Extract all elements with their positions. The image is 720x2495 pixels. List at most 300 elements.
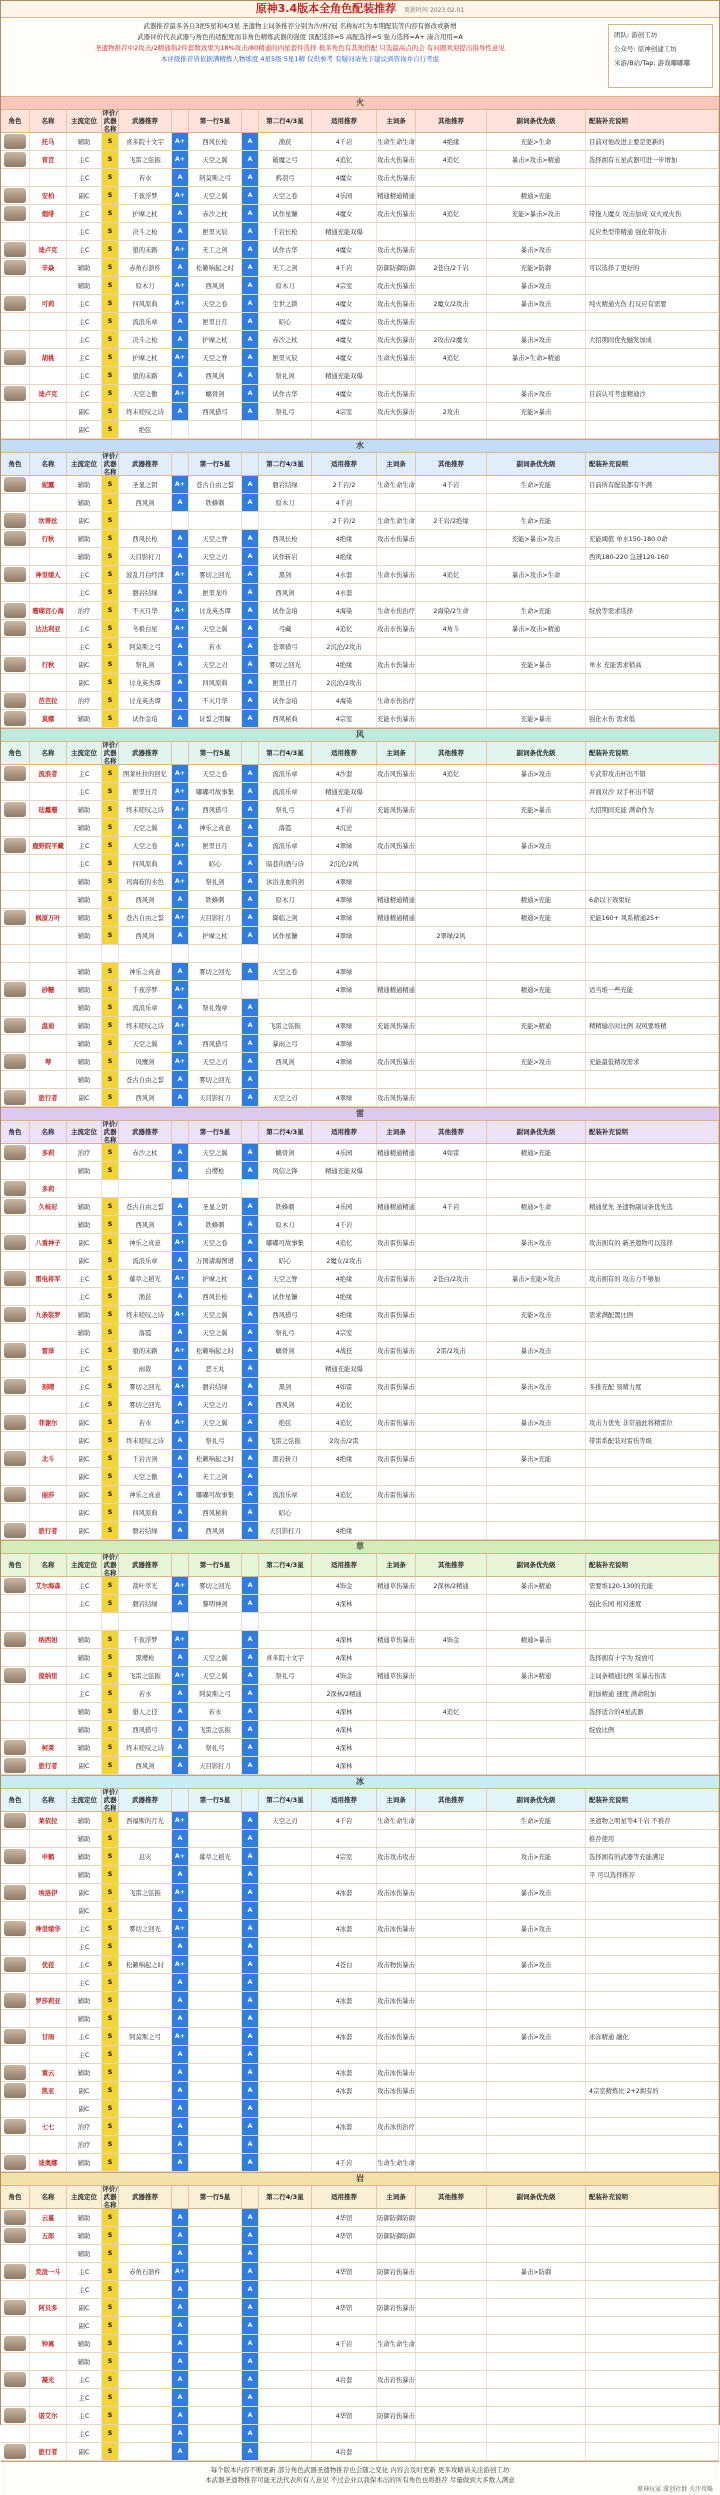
weapon-grade: S — [102, 819, 119, 836]
artifact-set: 精通充能双爆 — [312, 1162, 377, 1179]
weapon-name: 匣里日月 — [189, 313, 242, 330]
avatar — [4, 1199, 26, 1214]
weapon-grade: A — [172, 819, 189, 836]
weapon-grade: A — [172, 1071, 189, 1088]
weapon-name — [189, 2425, 242, 2442]
avatar-cell — [1, 620, 30, 637]
character-name: 五郎 — [30, 2227, 67, 2244]
weapon-name: 若水 — [189, 1703, 242, 1720]
weapon-grade: S — [102, 1631, 119, 1648]
character-name — [30, 1504, 67, 1521]
other-set — [416, 656, 487, 673]
weapon-name: 黑岩斩刀 — [259, 1450, 312, 1467]
artifact-set: 4绝缘 — [312, 1450, 377, 1467]
weapon-grade: S — [102, 2389, 119, 2406]
avatar-cell — [1, 548, 30, 565]
sub-stat-priority — [487, 1071, 586, 1088]
column-header — [1, 109, 719, 133]
main-stats: 充能风伤暴击 — [377, 1017, 416, 1034]
weapon-grade: A — [172, 2100, 189, 2117]
element-header: 风 — [1, 729, 719, 741]
weapon-grade: A — [242, 638, 259, 655]
other-set — [416, 2353, 487, 2370]
avatar-cell — [1, 2082, 30, 2099]
avatar — [4, 910, 26, 925]
artifact-set: 4追忆 — [312, 1396, 377, 1413]
avatar-cell — [1, 421, 30, 438]
weapon-name — [259, 2299, 312, 2316]
avatar-cell — [1, 981, 30, 998]
note: 适当堆一些充能 — [586, 981, 719, 998]
artifact-set: 4千岩 — [312, 133, 377, 150]
artifact-set: 4岩套 — [312, 2371, 377, 2388]
table-row — [1, 295, 719, 313]
column-label: 适用推荐 — [312, 1121, 377, 1143]
section-water — [1, 440, 719, 729]
section-grass — [1, 1541, 719, 1776]
character-name — [30, 548, 67, 565]
weapon-grade: A+ — [172, 1378, 189, 1395]
avatar — [4, 2408, 26, 2423]
artifact-set — [312, 2010, 377, 2027]
weapon-grade: A — [242, 494, 259, 511]
weapon-grade: A — [242, 1198, 259, 1215]
weapon-name: 终末嗟叹之诗 — [119, 1739, 172, 1756]
note: 绽放比例 — [586, 1721, 719, 1738]
weapon-name: 昭心 — [259, 313, 312, 330]
main-stats: 精通精通精通 — [377, 1198, 416, 1215]
avatar-cell — [1, 1252, 30, 1269]
artifact-set: 4宗室 — [312, 710, 377, 727]
main-stats — [377, 584, 416, 601]
weapon-grade: A+ — [172, 765, 189, 782]
other-set — [416, 1360, 487, 1377]
weapon-grade: A — [242, 385, 259, 402]
avatar-cell — [1, 2443, 30, 2460]
weapon-grade: A — [242, 2118, 259, 2135]
avatar — [4, 2083, 26, 2098]
weapon-name: 西风长枪 — [189, 133, 242, 150]
main-stats — [377, 2245, 416, 2262]
weapon-name: 磐岩结绿 — [259, 476, 312, 493]
sub-stat-priority: 充能>防御 — [487, 259, 586, 276]
avatar-cell — [1, 801, 30, 818]
avatar-cell — [1, 2425, 30, 2442]
other-set — [416, 1884, 487, 1901]
role: 辅助 — [67, 1866, 102, 1883]
artifact-set: 4千岩 — [312, 801, 377, 818]
column-label: 角色 — [1, 110, 30, 132]
weapon-grade: S — [102, 1486, 119, 1503]
avatar — [4, 2119, 26, 2134]
avatar — [4, 1921, 26, 1936]
column-label: 配装补充说明 — [586, 110, 719, 132]
weapon-grade: A — [242, 2010, 259, 2027]
weapon-name: 试作星镰 — [259, 927, 312, 944]
weapon-name: 松籁响起之时 — [119, 1956, 172, 1973]
weapon-name: 神乐之真意 — [189, 819, 242, 836]
other-set: 2魔女/2攻击 — [416, 295, 487, 312]
weapon-grade: S — [102, 1703, 119, 1720]
note: 选择拥有的武器等充能满足 — [586, 1848, 719, 1865]
role: 副C — [67, 1884, 102, 1901]
weapon-name: 天目影打刀 — [189, 909, 242, 926]
weapon-grade: S — [102, 584, 119, 601]
weapon-grade: S — [102, 692, 119, 709]
weapon-grade: A — [242, 241, 259, 258]
avatar — [4, 1740, 26, 1755]
artifact-set — [312, 1902, 377, 1919]
other-set — [416, 1378, 487, 1395]
weapon-grade: S — [102, 241, 119, 258]
role: 辅助 — [67, 819, 102, 836]
sub-stat-priority: 暴击>攻击 — [487, 295, 586, 312]
weapon-name: 赤沙之杖 — [189, 205, 242, 222]
weapon-name: 天空之卷 — [189, 295, 242, 312]
weapon-name: 绝弦 — [119, 421, 172, 438]
column-header — [1, 2185, 719, 2209]
avatar-cell — [1, 2136, 30, 2153]
weapon-grade: A — [242, 1396, 259, 1413]
table-row — [1, 1812, 719, 1830]
avatar-cell — [1, 891, 30, 908]
weapon-name: 天空之翼 — [189, 1649, 242, 1666]
weapon-grade: A — [172, 999, 189, 1016]
avatar-cell — [1, 692, 30, 709]
weapon-grade: A — [242, 566, 259, 583]
weapon-name: 雾切之回光 — [189, 963, 242, 980]
role — [67, 945, 102, 962]
other-set — [416, 1017, 487, 1034]
weapon-name: 若水 — [119, 1414, 172, 1431]
weapon-name — [119, 1902, 172, 1919]
character-name: 珊瑚宫心海 — [30, 602, 67, 619]
weapon-name: 证誓之明瞳 — [189, 710, 242, 727]
weapon-name: 渔获 — [259, 133, 312, 150]
character-name — [30, 2100, 67, 2117]
weapon-grade: S — [102, 963, 119, 980]
avatar-cell — [1, 2389, 30, 2406]
weapon-name: 若水 — [119, 1685, 172, 1702]
avatar-cell — [1, 1613, 30, 1630]
other-set — [416, 2100, 487, 2117]
column-label: 评价/武器名称 — [102, 1120, 118, 1144]
column-label: 主流定位 — [67, 742, 102, 764]
avatar-cell — [1, 2371, 30, 2388]
artifact-set: 4沉沦 — [312, 819, 377, 836]
other-set — [416, 2389, 487, 2406]
sub-stat-priority — [487, 1360, 586, 1377]
other-set — [416, 1396, 487, 1413]
column-label — [172, 1554, 189, 1576]
weapon-name: 松籁响起之时 — [189, 259, 242, 276]
avatar-cell — [1, 295, 30, 312]
note — [586, 638, 719, 655]
weapon-grade: S — [102, 1522, 119, 1539]
weapon-grade: S — [102, 2136, 119, 2153]
note — [586, 1144, 719, 1161]
role: 辅助 — [67, 1812, 102, 1829]
weapon-grade: S — [102, 2028, 119, 2045]
main-stats — [377, 1902, 416, 1919]
column-label: 武器推荐 — [119, 1789, 172, 1811]
weapon-grade — [172, 421, 189, 438]
weapon-grade: A — [172, 548, 189, 565]
weapon-name — [259, 1721, 312, 1738]
weapon-name: 流浪乐章 — [259, 783, 312, 800]
character-name — [30, 674, 67, 691]
weapon-grade: A — [242, 602, 259, 619]
table-row — [1, 1595, 719, 1613]
other-set — [416, 909, 487, 926]
artifact-set: 4追忆 — [312, 1414, 377, 1431]
sub-stat-priority — [487, 2371, 586, 2388]
weapon-name — [119, 2209, 172, 2226]
weapon-name — [119, 2082, 172, 2099]
avatar — [4, 567, 26, 582]
weapon-name — [259, 2389, 312, 2406]
character-name: 行秋 — [30, 656, 67, 673]
update-date: 更新时间 2023.02.01 — [404, 7, 465, 14]
other-set — [416, 1071, 487, 1088]
weapon-name: 匣里日月 — [189, 837, 242, 854]
weapon-grade: A — [172, 1938, 189, 1955]
weapon-grade: A+ — [172, 133, 189, 150]
table-row — [1, 1848, 719, 1866]
character-name: 托马 — [30, 133, 67, 150]
note: 需求满配置比例 — [586, 1306, 719, 1323]
weapon-name: 西风剑 — [259, 1053, 312, 1070]
note — [586, 837, 719, 854]
weapon-name: 匣里灭辰 — [189, 223, 242, 240]
note — [586, 2154, 719, 2171]
role: 辅助 — [67, 2227, 102, 2244]
artifact-set: 4冰套 — [312, 1920, 377, 1937]
sub-stat-priority — [487, 819, 586, 836]
main-stats: 精通草伤暴击 — [377, 1667, 416, 1684]
weapon-name — [259, 1685, 312, 1702]
column-label — [172, 1789, 189, 1811]
artifact-set — [312, 2281, 377, 2298]
avatar — [4, 1578, 26, 1593]
main-stats: 生命生命生命 — [377, 512, 416, 529]
main-stats: 生命水伤治疗 — [377, 602, 416, 619]
column-label: 其他推荐 — [416, 742, 487, 764]
weapon-name — [259, 1631, 312, 1648]
role: 副C — [67, 1432, 102, 1449]
artifact-set — [312, 999, 377, 1016]
weapon-name: 西风猎弓 — [189, 403, 242, 420]
note: 目前对他改进主要是更新的 — [586, 133, 719, 150]
note: 目前所有配装都有不满 — [586, 476, 719, 493]
sub-stat-priority: 生命>充能 — [487, 602, 586, 619]
artifact-set: 4饰金 — [312, 1667, 377, 1684]
other-set — [416, 385, 487, 402]
other-set — [416, 2407, 487, 2424]
character-name: 旅行者 — [30, 1089, 67, 1106]
weapon-grade: A — [242, 710, 259, 727]
weapon-grade — [172, 1180, 189, 1197]
other-set — [416, 1450, 487, 1467]
weapon-name: 神乐之真意 — [119, 1234, 172, 1251]
weapon-name — [189, 1974, 242, 1991]
avatar — [4, 1307, 26, 1322]
table-row — [1, 2154, 719, 2172]
weapon-grade: S — [102, 765, 119, 782]
table-row — [1, 620, 719, 638]
sub-stat-priority — [487, 2227, 586, 2244]
weapon-name: 若水 — [119, 169, 172, 186]
main-stats: 防御岩伤暴击 — [377, 2407, 416, 2424]
column-label: 副词条优先级 — [487, 453, 586, 475]
weapon-name: 天空之翼 — [189, 151, 242, 168]
artifact-set: 2深林/2精通 — [312, 1685, 377, 1702]
weapon-grade: A — [242, 2028, 259, 2045]
column-label: 主词条 — [377, 1554, 416, 1576]
avatar-cell — [1, 2118, 30, 2135]
artifact-set: 4深林 — [312, 1631, 377, 1648]
role: 主C — [67, 385, 102, 402]
sub-stat-priority: 充能>暴击 — [487, 801, 586, 818]
character-name — [30, 2245, 67, 2262]
weapon-name: 苍翠猎弓 — [259, 638, 312, 655]
other-set — [416, 855, 487, 872]
note — [586, 999, 719, 1016]
weapon-name: 天空之刃 — [259, 1812, 312, 1829]
artifact-set: 精通充能双爆 — [312, 1360, 377, 1377]
note: 平 可以选择推荐 — [586, 1866, 719, 1883]
weapon-name: 天空之刃 — [189, 548, 242, 565]
other-set — [416, 2425, 487, 2442]
weapon-name: 原木刀 — [259, 277, 312, 294]
sub-stat-priority — [487, 169, 586, 186]
character-name: 可莉 — [30, 295, 67, 312]
table-row — [1, 1089, 719, 1107]
weapon-grade — [172, 512, 189, 529]
weapon-name: 黑缨枪 — [119, 1649, 172, 1666]
main-stats: 攻击雷伤暴击 — [377, 1414, 416, 1431]
note: 6命以下效果好 — [586, 891, 719, 908]
weapon-grade: S — [102, 1216, 119, 1233]
note — [586, 2407, 719, 2424]
character-name — [30, 855, 67, 872]
weapon-grade: S — [102, 909, 119, 926]
weapon-grade: A — [242, 2245, 259, 2262]
artifact-set: 4千岩 — [312, 2335, 377, 2352]
weapon-grade: S — [102, 1378, 119, 1395]
weapon-grade: A — [172, 1721, 189, 1738]
avatar-cell — [1, 1595, 30, 1612]
avatar-cell — [1, 909, 30, 926]
artifact-set: 2千岩/2 — [312, 476, 377, 493]
note — [586, 367, 719, 384]
character-name — [30, 1324, 67, 1341]
weapon-name: 狼的末路 — [119, 241, 172, 258]
weapon-name: 祭礼弓 — [189, 1432, 242, 1449]
table-row — [1, 891, 719, 909]
table-row — [1, 819, 719, 837]
weapon-grade: S — [102, 1450, 119, 1467]
avatar — [4, 134, 26, 149]
main-stats — [377, 1432, 416, 1449]
weapon-grade: A+ — [172, 1848, 189, 1865]
weapon-name — [119, 2118, 172, 2135]
sub-stat-priority: 暴击>攻击 — [487, 837, 586, 854]
column-label: 其他推荐 — [416, 453, 487, 475]
weapon-grade: S — [102, 891, 119, 908]
artifact-set: 4千岩 — [312, 2154, 377, 2171]
main-stats: 生命生命生命 — [377, 2335, 416, 2352]
footer-tag: 原神玩家 游创社群 关注攻略 — [637, 2486, 713, 2493]
weapon-grade: A — [172, 1757, 189, 1774]
weapon-name: 绝弦 — [259, 1414, 312, 1431]
sub-stat-priority — [487, 1830, 586, 1847]
weapon-grade: A — [242, 2082, 259, 2099]
artifact-set: 4深林 — [312, 1739, 377, 1756]
role: 主C — [67, 2028, 102, 2045]
column-label: 适用推荐 — [312, 742, 377, 764]
weapon-name: 尘世之锁 — [259, 295, 312, 312]
note — [586, 2100, 719, 2117]
weapon-grade: A — [172, 927, 189, 944]
column-label: 配装补充说明 — [586, 742, 719, 764]
weapon-name — [259, 999, 312, 1016]
artifact-set: 2沉沦/2风 — [312, 855, 377, 872]
weapon-grade: A — [172, 2154, 189, 2171]
weapon-grade: S — [102, 1920, 119, 1937]
sub-stat-priority: 暴击>攻击>精通 — [487, 620, 586, 637]
weapon-name — [259, 421, 312, 438]
weapon-grade: S — [102, 2227, 119, 2244]
sub-stat-priority — [487, 1252, 586, 1269]
artifact-set: 4翠绿 — [312, 981, 377, 998]
sub-stat-priority: 暴击>充能 — [487, 1450, 586, 1467]
weapon-grade: S — [102, 1342, 119, 1359]
note — [586, 2371, 719, 2388]
table-row — [1, 2353, 719, 2371]
weapon-name — [189, 2281, 242, 2298]
character-name — [30, 783, 67, 800]
other-set: 2雷/2攻击 — [416, 1342, 487, 1359]
weapon-name — [259, 1902, 312, 1919]
column-label: 适用推荐 — [312, 1554, 377, 1576]
main-stats — [377, 1288, 416, 1305]
weapon-name — [189, 2209, 242, 2226]
note — [586, 692, 719, 709]
weapon-name: 决斗之枪 — [119, 223, 172, 240]
avatar-cell — [1, 566, 30, 583]
weapon-grade: S — [102, 1071, 119, 1088]
weapon-grade: A — [242, 169, 259, 186]
table-row — [1, 638, 719, 656]
weapon-grade: A — [172, 855, 189, 872]
weapon-grade: A — [172, 1162, 189, 1179]
other-set: 4追忆 — [416, 349, 487, 366]
table-row — [1, 783, 719, 801]
column-label: 副词条优先级 — [487, 1554, 586, 1576]
note: 目前认可考虑精通沙 — [586, 385, 719, 402]
weapon-grade: S — [102, 2082, 119, 2099]
main-stats — [377, 1739, 416, 1756]
weapon-grade: S — [102, 1992, 119, 2009]
main-stats — [377, 223, 416, 240]
character-name: 丽莎 — [30, 1486, 67, 1503]
character-name: 琴 — [30, 1053, 67, 1070]
table-row — [1, 2010, 719, 2028]
character-name: 荒泷一斗 — [30, 2263, 67, 2280]
weapon-name — [119, 2136, 172, 2153]
role: 主C — [67, 1270, 102, 1287]
